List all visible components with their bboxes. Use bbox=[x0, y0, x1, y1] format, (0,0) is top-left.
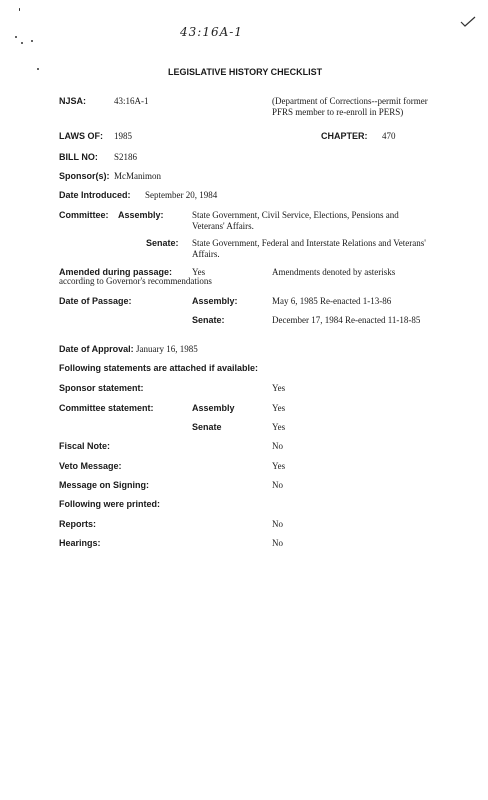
scan-speck bbox=[19, 8, 20, 11]
committee-statement-senate-label: Senate bbox=[192, 422, 222, 432]
committee-statement-label: Committee statement: bbox=[59, 403, 154, 413]
page-title: LEGISLATIVE HISTORY CHECKLIST bbox=[168, 67, 323, 77]
bill-no-label: BILL NO: bbox=[59, 152, 98, 162]
scan-speck bbox=[31, 40, 33, 42]
amended-note: Amendments denoted by asterisks bbox=[272, 267, 396, 277]
scan-speck bbox=[37, 68, 39, 70]
handwritten-number: 43:16A-1 bbox=[180, 25, 243, 39]
passage-assembly-value: May 6, 1985 Re-enacted 1-13-86 bbox=[272, 296, 392, 306]
fiscal-note-label: Fiscal Note: bbox=[59, 441, 111, 451]
amended-label: Amended during passage: bbox=[59, 267, 173, 277]
scan-speck bbox=[21, 42, 23, 44]
committee-senate-value: State Government, Federal and Interstate Relations and Veterans' Affairs. bbox=[192, 238, 426, 259]
njsa-value: 43:16A-1 bbox=[114, 96, 149, 106]
amended-sub: according to Governor's recommendations bbox=[59, 276, 212, 286]
committee-statement-assembly-value: Yes bbox=[272, 403, 286, 413]
statements-header: Following statements are attached if available: bbox=[59, 363, 259, 373]
printed-header: Following were printed: bbox=[59, 499, 160, 509]
passage-assembly-label: Assembly: bbox=[192, 296, 238, 306]
bill-no-value: S2186 bbox=[114, 152, 138, 162]
message-on-signing-label: Message on Signing: bbox=[59, 480, 150, 490]
committee-statement-senate-value: Yes bbox=[272, 422, 286, 432]
sponsor-statement-label: Sponsor statement: bbox=[59, 383, 144, 393]
amended-value: Yes bbox=[192, 267, 206, 277]
sponsor-statement-value: Yes bbox=[272, 383, 286, 393]
passage-senate-label: Senate: bbox=[192, 315, 225, 325]
veto-message-value: Yes bbox=[272, 461, 286, 471]
scan-speck bbox=[15, 36, 17, 38]
hearings-value: No bbox=[272, 538, 283, 548]
date-introduced-label: Date Introduced: bbox=[59, 190, 131, 200]
reports-label: Reports: bbox=[59, 519, 97, 529]
committee-label: Committee: bbox=[59, 210, 109, 220]
chapter-label: CHAPTER: bbox=[321, 131, 368, 141]
sponsors-label: Sponsor(s): bbox=[59, 171, 110, 181]
sponsors-value: McManimon bbox=[114, 171, 161, 181]
fiscal-note-value: No bbox=[272, 441, 283, 451]
njsa-label: NJSA: bbox=[59, 96, 87, 106]
committee-senate-label: Senate: bbox=[146, 238, 179, 248]
committee-assembly-label: Assembly: bbox=[118, 210, 164, 220]
date-of-approval-label: Date of Approval: bbox=[59, 344, 134, 354]
committee-assembly-value: State Government, Civil Service, Elections, Pensions and Veterans' Affairs. bbox=[192, 210, 399, 231]
message-on-signing-value: No bbox=[272, 480, 283, 490]
date-of-approval-value: January 16, 1985 bbox=[136, 344, 198, 354]
date-of-passage-label: Date of Passage: bbox=[59, 296, 132, 306]
laws-of-value: 1985 bbox=[114, 131, 132, 141]
date-introduced-value: September 20, 1984 bbox=[145, 190, 218, 200]
njsa-description: (Department of Corrections--permit former PFRS member to re-enroll in PERS) bbox=[272, 96, 428, 117]
reports-value: No bbox=[272, 519, 283, 529]
check-mark-icon bbox=[460, 16, 476, 28]
hearings-label: Hearings: bbox=[59, 538, 101, 548]
passage-senate-value: December 17, 1984 Re-enacted 11-18-85 bbox=[272, 315, 421, 325]
laws-of-label: LAWS OF: bbox=[59, 131, 103, 141]
chapter-value: 470 bbox=[382, 131, 396, 141]
veto-message-label: Veto Message: bbox=[59, 461, 122, 471]
committee-statement-assembly-label: Assembly bbox=[192, 403, 235, 413]
